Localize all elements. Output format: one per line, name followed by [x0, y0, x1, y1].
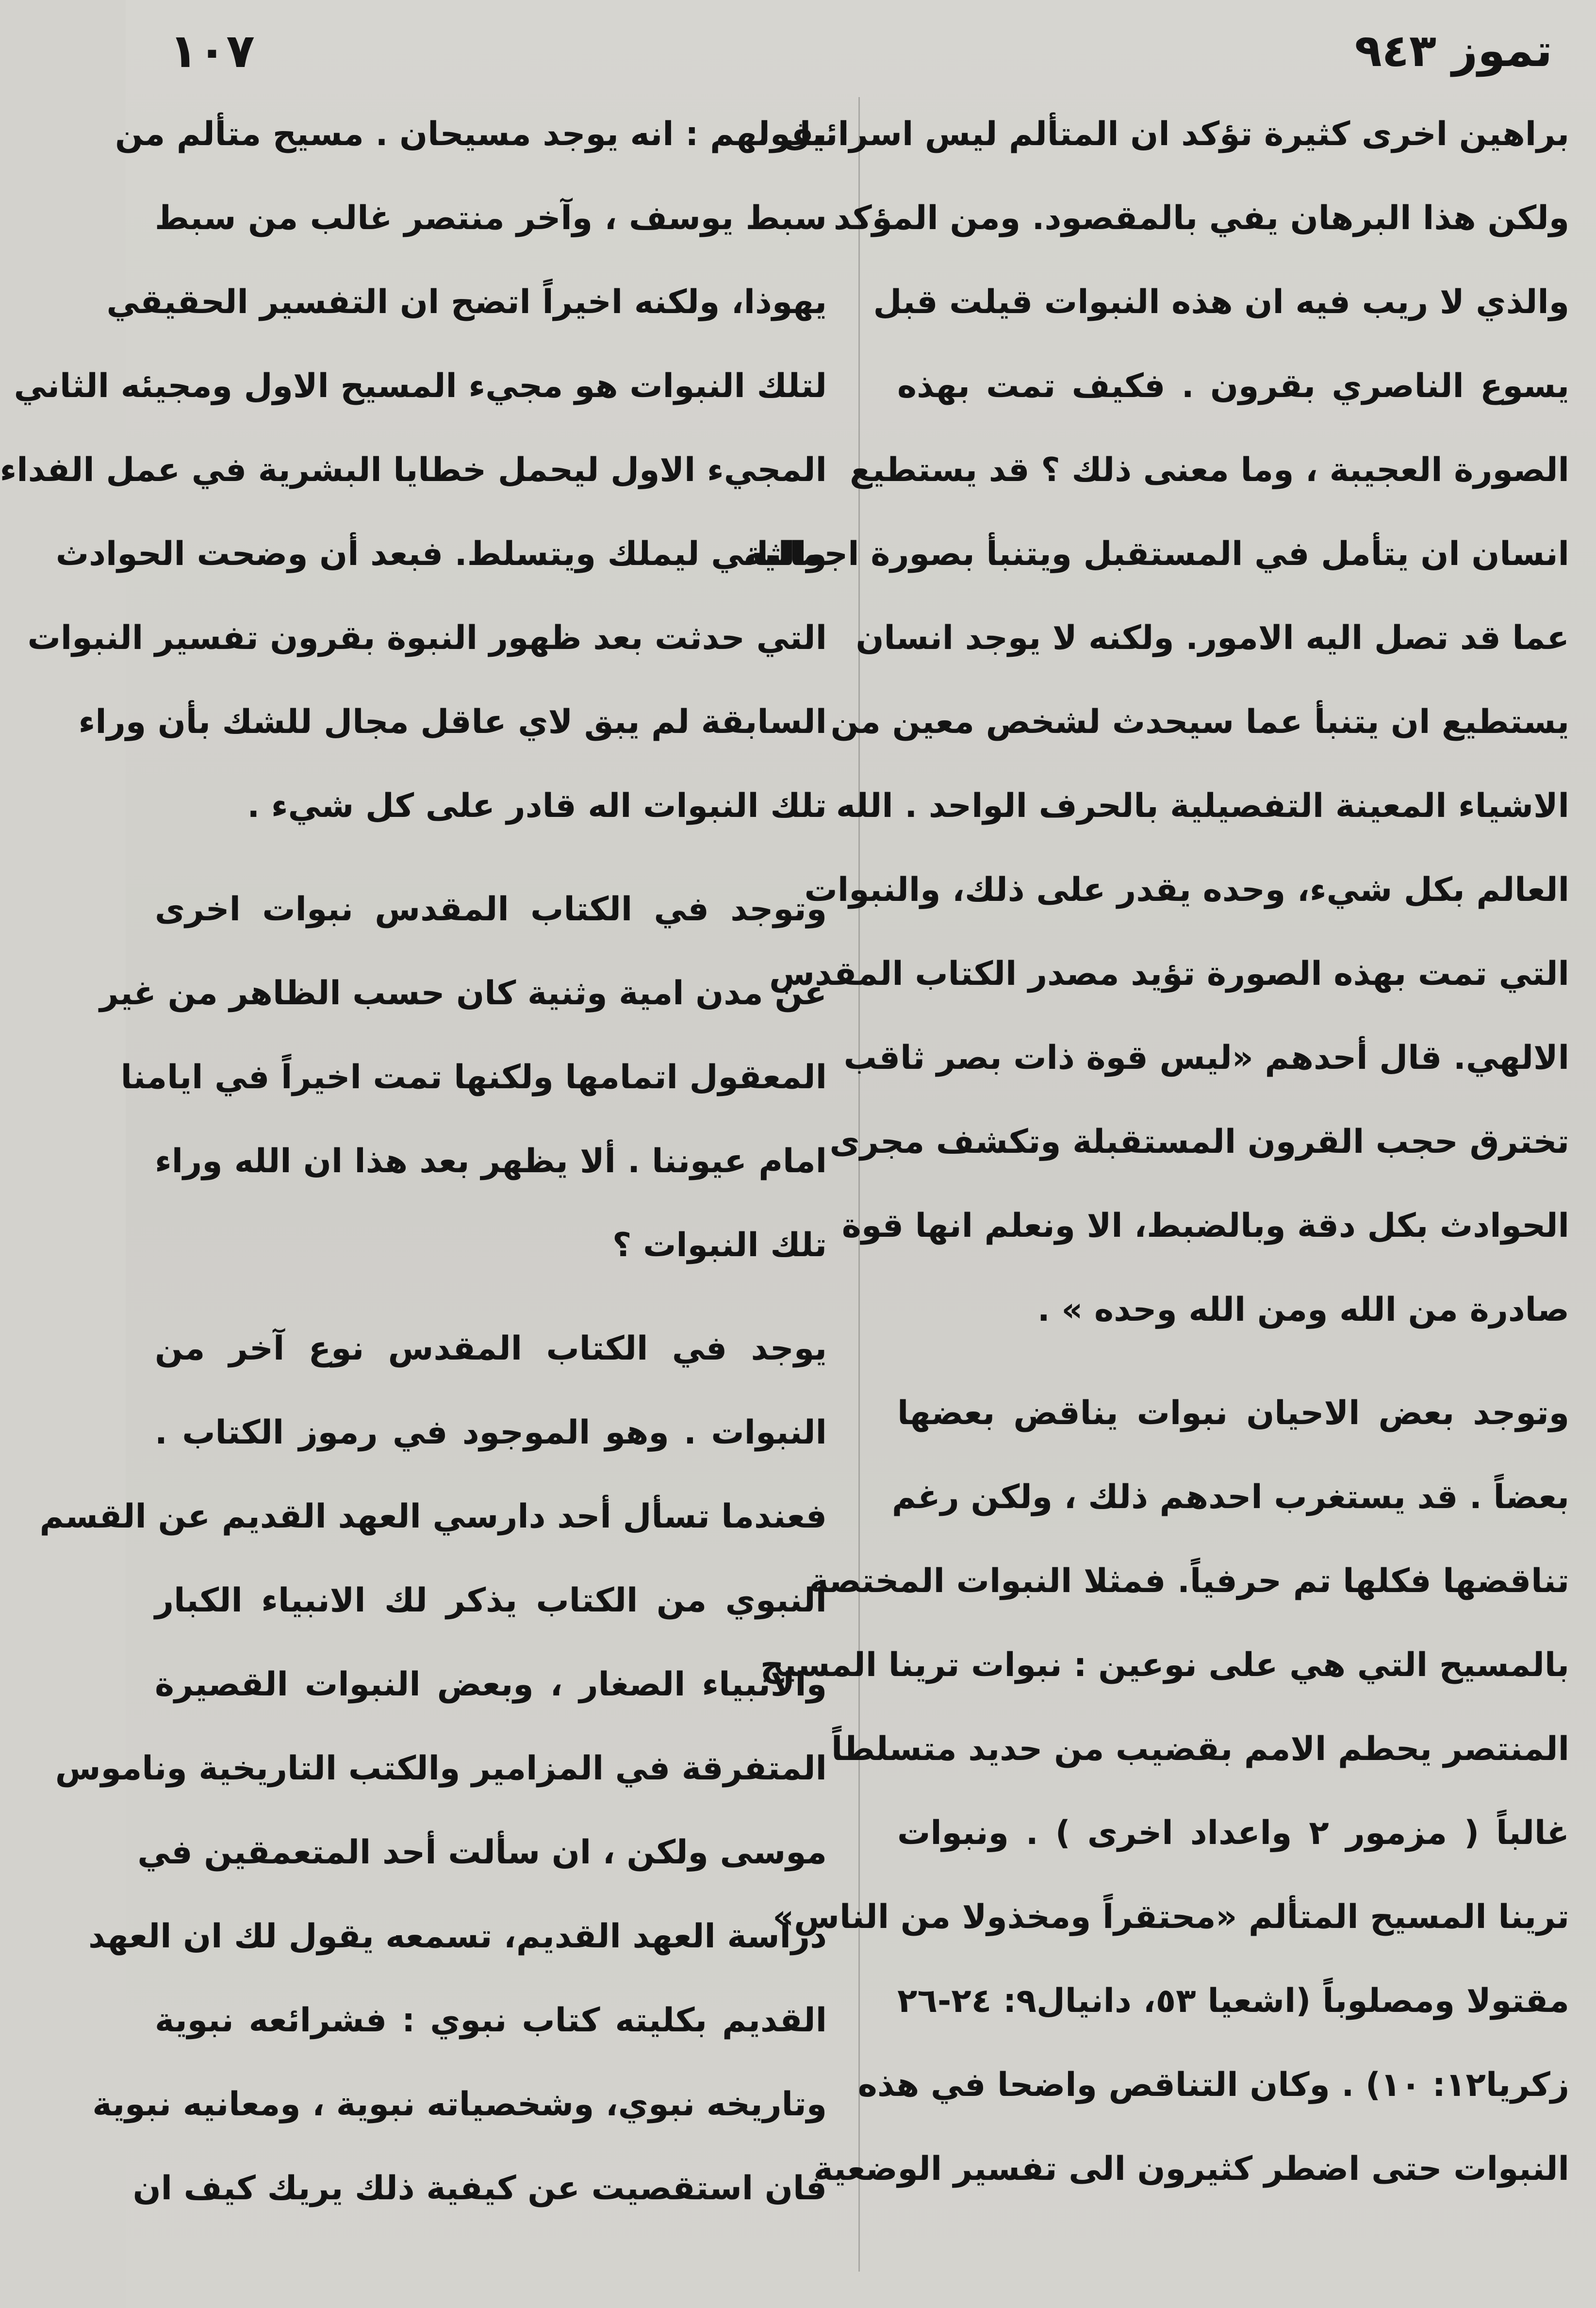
- text-line: يهوذا، ولكنه اخيراً اتضح ان التفسير الحقيقي: [106, 283, 827, 321]
- text-line: مقتولا ومصلوباً (اشعيا ٥٣، دانيال٩: ٢٤-٢٦: [897, 1982, 1569, 2020]
- text-line: امام عيوننا . ألا يظهر بعد هذا ان الله وراء: [155, 1142, 827, 1180]
- text-line: زكريا١٢: ١٠) . وكان التناقص واضحا في هذه: [857, 2066, 1569, 2104]
- text-line: المجيء الاول ليحمل خطايا البشرية في عمل الفداء: [0, 451, 827, 489]
- text-line: التي حدثت بعد ظهور النبوة بقرون تفسير النبوات: [27, 619, 827, 657]
- text-line: النبوات حتى اضطر كثيرون الى تفسير الوضعية: [813, 2150, 1569, 2188]
- text-line: التي تمت بهذه الصورة تؤيد مصدر الكتاب المقدس: [769, 955, 1569, 993]
- text-line: يسوع الناصري بقرون . فكيف تمت بهذه: [897, 367, 1569, 405]
- text-line: السابقة لم يبق لاي عاقل مجال للشك بأن وراء: [78, 703, 827, 741]
- text-line: سبط يوسف ، وآخر منتصر غالب من سبط: [155, 199, 827, 237]
- text-line: لتلك النبوات هو مجيء المسيح الاول ومجيئه الثاني: [14, 367, 827, 405]
- text-line: بقولهم : انه يوجد مسيحان . مسيح متألم من: [115, 115, 827, 153]
- text-line: النبوي من الكتاب يذكر لك الانبياء الكبار: [155, 1581, 827, 1620]
- text-line: عن مدن امية وثنية كان حسب الظاهر من غير: [99, 974, 827, 1013]
- paragraph-gap: [155, 848, 827, 867]
- paragraph-gap: [155, 1287, 827, 1307]
- right-column: [743, 92, 1569, 2286]
- text-line: براهين اخرى كثيرة تؤكد ان المتألم ليس اسرائيل: [782, 115, 1569, 153]
- text-line: وتاريخه نبوي، وشخصياته نبوية ، ومعانيه نبوية: [92, 2085, 827, 2124]
- paragraph-end-line: صادرة من الله ومن الله وحده » .: [1037, 1291, 1569, 1329]
- text-line: وتوجد بعض الاحيان نبوات يناقض بعضها: [897, 1394, 1569, 1432]
- text-line: المعقول اتمامها ولكنها تمت اخيراً في ايامنا: [120, 1058, 827, 1096]
- paragraph-end-line: تلك النبوات ؟: [612, 1226, 827, 1264]
- text-line: العالم بكل شيء، وحده يقدر على ذلك، والنبوات: [804, 871, 1569, 909]
- text-line: القديم بكليته كتاب نبوي : فشرائعه نبوية: [155, 2001, 827, 2040]
- text-line: تناقضها فكلها تم حرفياً. فمثلا النبوات المختصة: [809, 1562, 1569, 1600]
- text-line: تخترق حجب القرون المستقبلة وتكشف مجرى: [829, 1123, 1569, 1161]
- text-line: الاشياء المعينة التفصيلية بالحرف الواحد . الله: [836, 787, 1569, 825]
- text-line: والذي لا ريب فيه ان هذه النبوات قيلت قبل: [873, 283, 1569, 321]
- text-line: يوجد في الكتاب المقدس نوع آخر من: [155, 1329, 827, 1368]
- text-line: والثاني ليملك ويتسلط. فبعد أن وضحت الحوادث: [55, 535, 827, 573]
- text-line: المتفرقة في المزامير والكتب التاريخية وناموس: [55, 1749, 827, 1788]
- text-line: ترينا المسيح المتألم «محتقراً ومخذولا من الناس»: [773, 1898, 1569, 1936]
- paragraph-gap: [897, 1352, 1569, 1371]
- text-line: ولكن هذا البرهان يفي بالمقصود. ومن المؤكد: [833, 199, 1569, 237]
- text-line: فعندما تسأل أحد دارسي العهد القديم عن القسم: [39, 1497, 827, 1536]
- text-line: الحوادث بكل دقة وبالضبط، الا ونعلم انها قوة: [841, 1207, 1569, 1245]
- text-line: دراسة العهد القديم، تسمعه يقول لك ان العهد: [88, 1917, 827, 1956]
- text-line: النبوات . وهو الموجود في رموز الكتاب .: [155, 1413, 827, 1452]
- text-line: عما قد تصل اليه الامور. ولكنه لا يوجد انسان: [856, 619, 1569, 657]
- text-line: والانبياء الصغار ، وبعض النبوات القصيرة: [155, 1665, 827, 1704]
- text-line: غالباً ( مزمور ٢ واعداد اخرى ) . ونبوات: [897, 1814, 1569, 1852]
- page-header: [165, 19, 1557, 87]
- left-column: [0, 92, 827, 2286]
- text-line: انسان ان يتأمل في المستقبل ويتنبأ بصورة اجمالية: [743, 535, 1569, 573]
- page-number: ١٠٧: [169, 24, 255, 78]
- issue-date: تموز ٩٤٣: [1354, 25, 1552, 77]
- text-line: المنتصر يحطم الامم بقضيب من حديد متسلطاً: [831, 1730, 1569, 1768]
- text-line: بعضاً . قد يستغرب احدهم ذلك ، ولكن رغم: [891, 1478, 1569, 1516]
- text-line: بالمسيح التي هي على نوعين : نبوات ترينا المسيح: [760, 1646, 1569, 1684]
- paragraph-end-line: تلك النبوات اله قادر على كل شيء .: [247, 787, 827, 825]
- text-line: موسى ولكن ، ان سألت أحد المتعمقين في: [137, 1833, 827, 1872]
- text-line: الالهي. قال أحدهم «ليس قوة ذات بصر ثاقب: [843, 1039, 1569, 1077]
- text-line: وتوجد في الكتاب المقدس نبوات اخرى: [155, 890, 827, 929]
- text-line: فان استقصيت عن كيفية ذلك يريك كيف ان: [132, 2169, 827, 2208]
- text-line: يستطيع ان يتنبأ عما سيحدث لشخص معين من: [830, 703, 1569, 741]
- text-line: الصورة العجيبة ، وما معنى ذلك ؟ قد يستطيع: [850, 451, 1569, 489]
